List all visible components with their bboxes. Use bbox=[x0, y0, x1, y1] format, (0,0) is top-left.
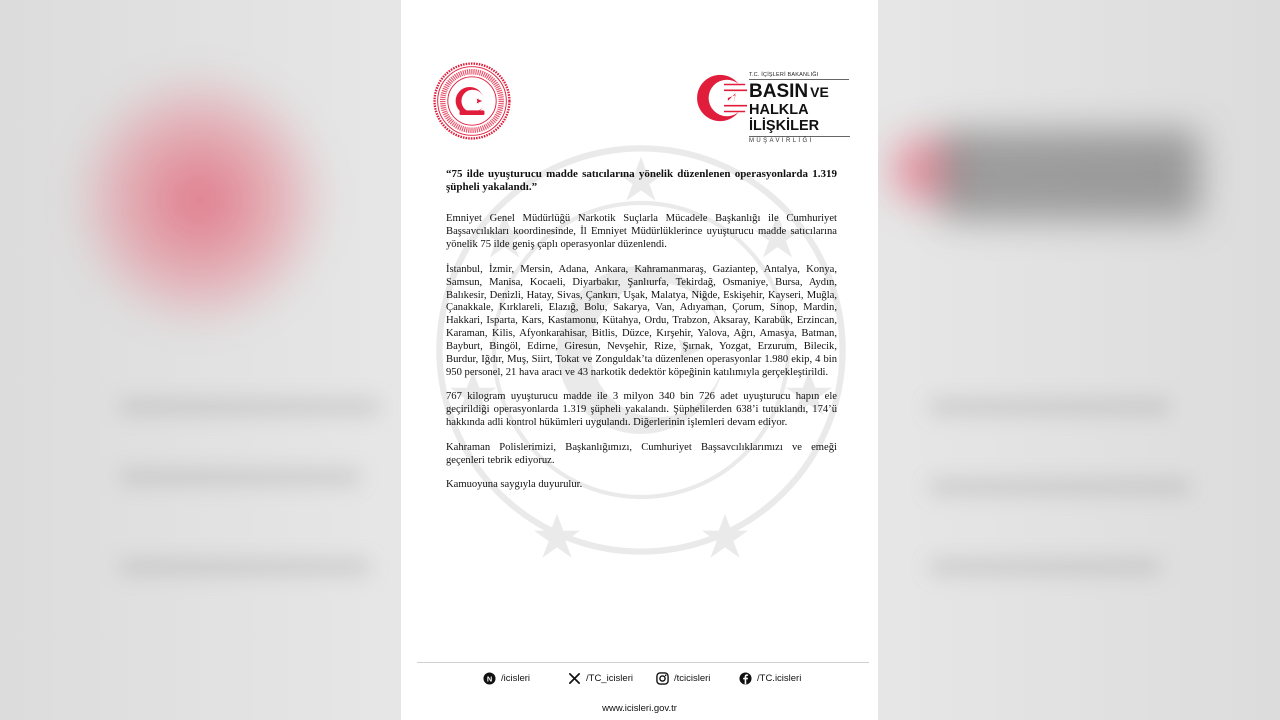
paragraph-results: 767 kilogram uyuşturucu madde ile 3 milyon 340 bin 726 adet uyuşturucu hapın ele geçirildiği operasyonlarda 1.319 şüpheli yakalandı. Şüphelilerden 638’i tutuklandı, 174’ü hakkında adli kontrol hükümleri uygulandı. Diğerlerinin işlemleri devam ediyor. bbox=[446, 391, 837, 429]
footer-divider bbox=[417, 662, 869, 663]
paragraph-congrats: Kahraman Polislerimizi, Başkanlığımızı, Cumhuriyet Başsavcılıklarımızı ve emeği geçenleri tebrik ediyoruz. bbox=[446, 441, 837, 466]
blurred-line bbox=[120, 470, 360, 484]
star-crescent-icon bbox=[695, 73, 753, 123]
social-handle: /tcicisleri bbox=[674, 673, 711, 684]
paragraph-intro: Emniyet Genel Müdürlüğü Narkotik Suçlarla Mücadele Başkanlığı ile Cumhuriyet Başsavcılıkları koordinesinde, İl Emniyet Müdürlüklerince uyuşturucu madde satıcılarına yönelik 75 ilde geniş çaplı operasyonlar düzenlendi. bbox=[446, 213, 837, 250]
facebook-icon bbox=[739, 672, 752, 685]
agency-wordmark bbox=[749, 72, 859, 144]
agency-title-line1 bbox=[749, 82, 859, 102]
agency-title-line2: HALKLA İLİŞKİLER bbox=[749, 102, 820, 134]
x-icon bbox=[568, 672, 581, 685]
agency-ve: VE bbox=[810, 84, 829, 100]
paragraph-provinces: İstanbul, İzmir, Mersin, Adana, Ankara, Kahramanmaraş, Gaziantep, Antalya, Konya, Samsun, Manisa, Kocaeli, Diyarbakır, Şanlıurfa, Tekirdağ, Osmaniye, Bursa, Aydın, Balıkesir, Denizli, Hatay, Sivas, Çankırı, Uşak, Malatya, Niğde, Eskişehir, Kayseri, Muğla, Çanakkale, Kırklareli, Elazığ, Bolu, Sakarya, Van, Adıyaman, Çorum, Sinop, Mardin, Hakkari, Isparta, Kars, Kastamonu, Kütahya, Ordu, Trabzon, Aksaray, Karabük, Erzincan, Karaman, Kilis, Afyonkarahisar, Bitlis, Düzce, Kırşehir, Yalova, Ağrı, Amasya, Batman, Bayburt, Bingöl, Edirne, Giresun, Nevşehir, Rize, Şırnak, Yozgat, Erzurum, Bilecik, Burdur, Iğdır, Muş, Siirt, Tokat ve Zonguldak’ta düzenlenen operasyonlar 1.980 ekip, 4 bin 950 personel, 21 hava aracı ve 43 narkotik dedektör köpeğinin katılımıyla gerçekleştirildi. bbox=[446, 263, 837, 378]
agency-basin: BASIN bbox=[749, 81, 809, 102]
blurred-line bbox=[930, 560, 1160, 574]
paragraph-closing: Kamuoyuna saygıyla duyurulur. bbox=[446, 478, 583, 490]
social-handle: /TC.icisleri bbox=[757, 673, 802, 684]
social-handle: /icisleri bbox=[501, 673, 531, 684]
press-release-page bbox=[401, 0, 878, 720]
headline: “75 ilde uyuşturucu madde satıcılarına yönelik düzenlenen operasyonlarda 1.319 şüpheli yakalandı.” bbox=[446, 168, 837, 193]
blurred-line bbox=[930, 480, 1190, 494]
svg-text:N: N bbox=[486, 674, 493, 684]
social-link-instagram[interactable] bbox=[656, 672, 710, 685]
social-handle: /TC_icisleri bbox=[586, 673, 633, 684]
social-link-facebook[interactable] bbox=[739, 672, 801, 685]
instagram-icon bbox=[656, 672, 669, 685]
ministry-seal-icon bbox=[433, 62, 511, 140]
blurred-title bbox=[940, 130, 1200, 220]
website-link[interactable]: www.icisleri.gov.tr bbox=[602, 703, 677, 714]
blurred-line bbox=[930, 400, 1170, 414]
social-link-x[interactable] bbox=[568, 672, 633, 685]
social-links bbox=[401, 672, 878, 690]
blurred-line bbox=[120, 560, 370, 574]
blurred-seal bbox=[70, 70, 330, 330]
press-release-content bbox=[446, 168, 837, 503]
agency-small-label: T.C. İÇİŞLERİ BAKANLIĞI bbox=[749, 72, 849, 80]
social-link-nsosyal[interactable] bbox=[483, 672, 530, 685]
agency-title-line3: MÜŞAVİRLİĞİ bbox=[749, 136, 850, 144]
blurred-line bbox=[120, 400, 380, 414]
nsosyal-icon bbox=[483, 672, 496, 685]
